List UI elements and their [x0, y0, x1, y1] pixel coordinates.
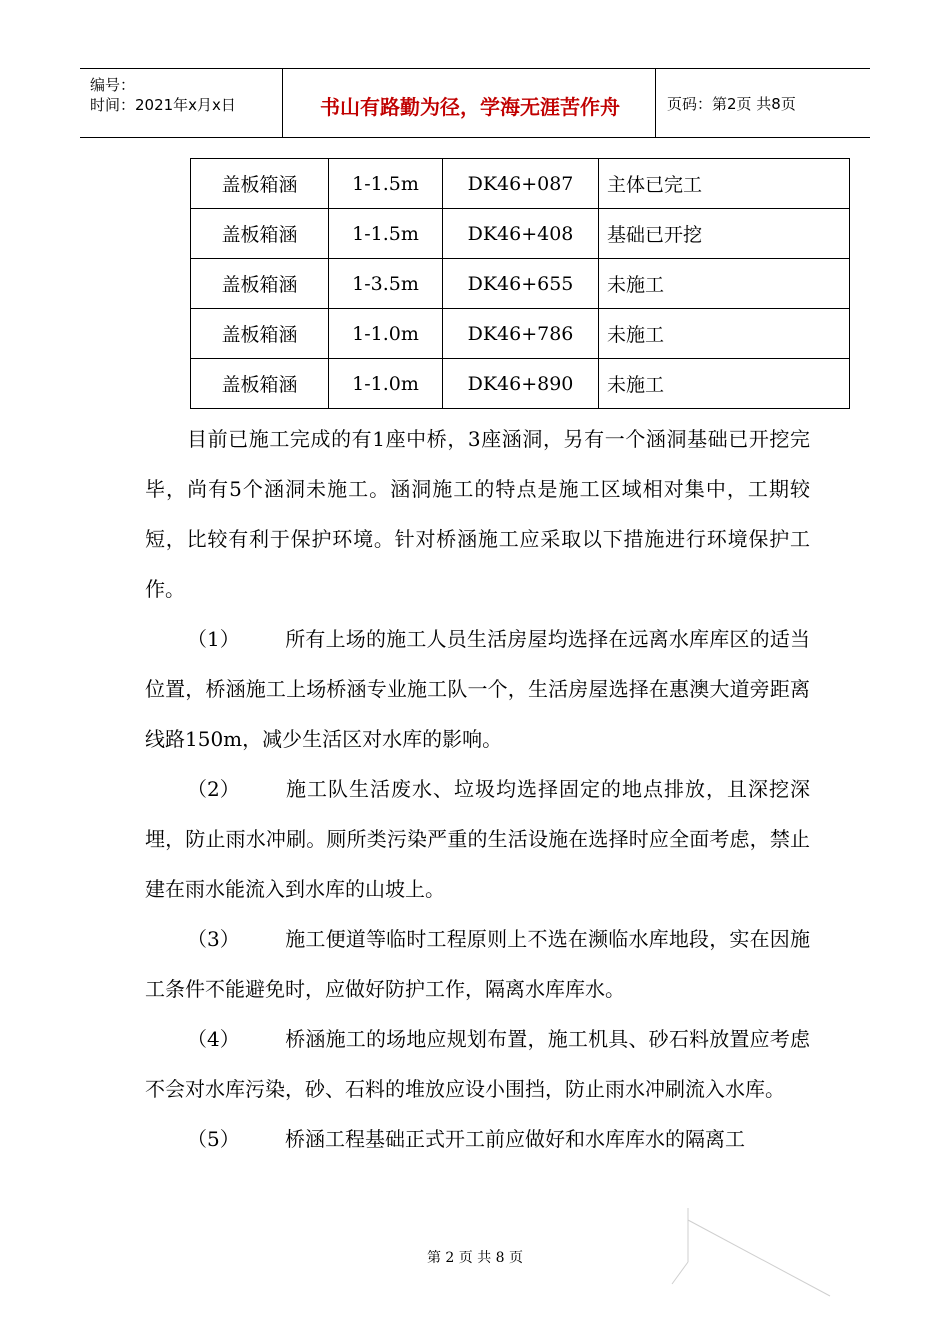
table-cell-station: DK46+786 [443, 309, 599, 359]
table-cell-station: DK46+655 [443, 259, 599, 309]
header-page-number: 页码：第2页 共8页 [667, 95, 796, 113]
measure-number: （3） [187, 927, 240, 951]
table-cell-status: 未施工 [599, 259, 850, 309]
table-cell-type: 盖板箱涵 [191, 259, 329, 309]
document-date-label: 时间：2021年x月x日 [90, 96, 236, 114]
table-cell-type: 盖板箱涵 [191, 359, 329, 409]
measure-number: （2） [187, 777, 240, 801]
measure-text: 施工便道等临时工程原则上不选在濒临水库地段，实在因施工条件不能避免时，应做好防护工作，隔离水库库水。 [145, 927, 810, 1001]
table-cell-status: 主体已完工 [599, 159, 850, 209]
document-number-label: 编号： [90, 76, 136, 94]
table-cell-type: 盖板箱涵 [191, 159, 329, 209]
header-motto: 书山有路勤为径，学海无涯苦作舟 [320, 95, 620, 119]
table-cell-type: 盖板箱涵 [191, 309, 329, 359]
table-cell-size: 1-1.5m [329, 209, 443, 259]
table-cell-type: 盖板箱涵 [191, 209, 329, 259]
table-cell-station: DK46+408 [443, 209, 599, 259]
measure-number: （5） [187, 1127, 240, 1151]
measure-text: 桥涵施工的场地应规划布置，施工机具、砂石料放置应考虑不会对水库污染，砂、石料的堆放应设小围挡，防止雨水冲刷流入水库。 [145, 1027, 810, 1101]
table-cell-status: 基础已开挖 [599, 209, 850, 259]
table-cell-size: 1-1.5m [329, 159, 443, 209]
table-cell-size: 1-1.0m [329, 309, 443, 359]
intro-paragraph: 目前已施工完成的有1座中桥，3座涵洞，另有一个涵洞基础已开挖完毕，尚有5个涵洞未施工。涵洞施工的特点是施工区域相对集中，工期较短，比较有利于保护环境。针对桥涵施工应采取以下措施进行环境保护工作。 [145, 427, 810, 601]
measure-text: 桥涵工程基础正式开工前应做好和水库库水的隔离工 [285, 1127, 745, 1151]
table-cell-status: 未施工 [599, 309, 850, 359]
table-cell-size: 1-3.5m [329, 259, 443, 309]
table-cell-status: 未施工 [599, 359, 850, 409]
measure-number: （4） [187, 1027, 240, 1051]
measure-text: 所有上场的施工人员生活房屋均选择在远离水库库区的适当位置，桥涵施工上场桥涵专业施工队一个，生活房屋选择在惠澳大道旁距离线路150m，减少生活区对水库的影响。 [145, 627, 810, 751]
table-cell-station: DK46+087 [443, 159, 599, 209]
measure-text: 施工队生活废水、垃圾均选择固定的地点排放，且深挖深埋，防止雨水冲刷。厕所类污染严重的生活设施在选择时应全面考虑，禁止建在雨水能流入到水库的山坡上。 [145, 777, 810, 901]
table-cell-station: DK46+890 [443, 359, 599, 409]
measure-number: （1） [187, 627, 240, 651]
table-cell-size: 1-1.0m [329, 359, 443, 409]
page-footer: 第 2 页 共 8 页 [426, 1250, 524, 1266]
